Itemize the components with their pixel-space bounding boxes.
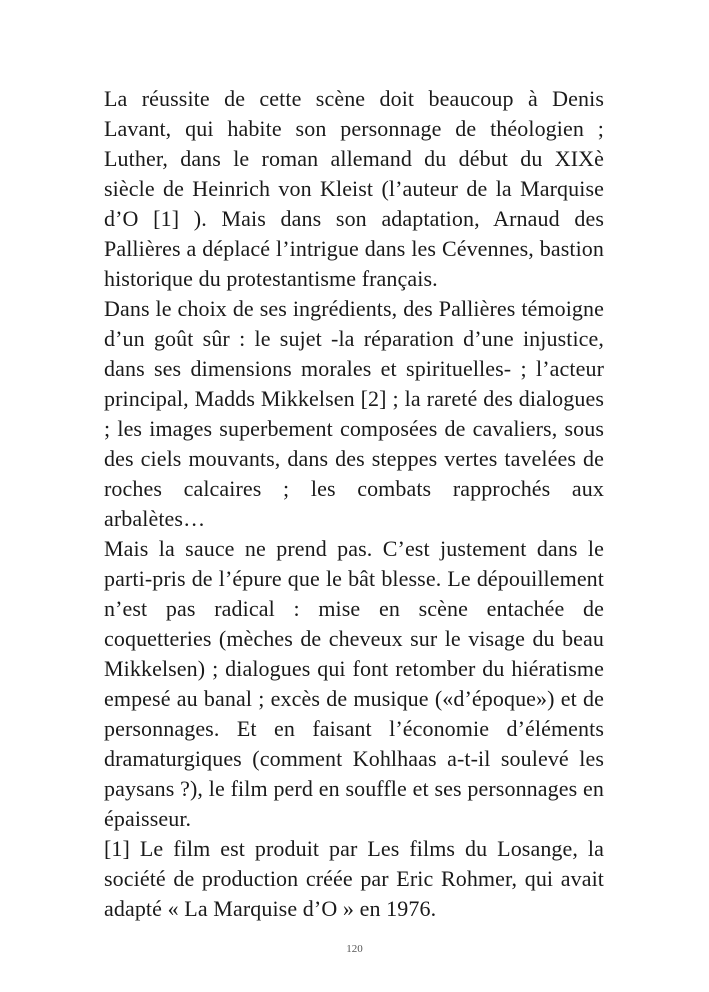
body-text bbox=[104, 84, 604, 924]
paragraph-kleist: La réussite de cette scène doit beaucoup à Denis Lavant, qui habite son personnage de théologien ; Luther, dans le roman allemand du début du XIXè siècle de Heinrich von Kleist (l’auteur de la Marquise d’O [1] ). Mais dans son adaptation, Arnaud des Pallières a déplacé l’intrigue dans les Cévennes, bastion historique du protestantisme français. bbox=[104, 86, 604, 291]
footnote-1: [1] Le film est produit par Les films du Losange, la société de production créée par Eric Rohmer, qui avait adapté « La Marquise d’O » en 1976. bbox=[104, 836, 604, 921]
paragraph-critique: Mais la sauce ne prend pas. C’est justement dans le parti-pris de l’épure que le bât blesse. Le dépouillement n’est pas radical : mise en scène entachée de coquetteries (mèches de cheveux sur le visage du beau Mikkelsen) ; dialogues qui font retomber du hiératisme empesé au banal ; excès de musique («d’époque») et de personnages. Et en faisant l’économie d’éléments dramaturgiques (comment Kohlhaas a-t-il soulevé les paysans ?), le film perd en souffle et ses personnages en épaisseur. bbox=[104, 536, 604, 831]
page-number: 120 bbox=[346, 943, 363, 955]
paragraph-ingredients: Dans le choix de ses ingrédients, des Pallières témoigne d’un goût sûr : le sujet -la réparation d’une injustice, dans ses dimensions morales et spirituelles- ; l’acteur principal, Madds Mikkelsen [2] ; la rareté des dialogues ; les images superbement composées de cavaliers, sous des ciels mouvants, dans des steppes vertes tavelées de roches calcaires ; les combats rapprochés aux arbalètes… bbox=[104, 296, 604, 531]
